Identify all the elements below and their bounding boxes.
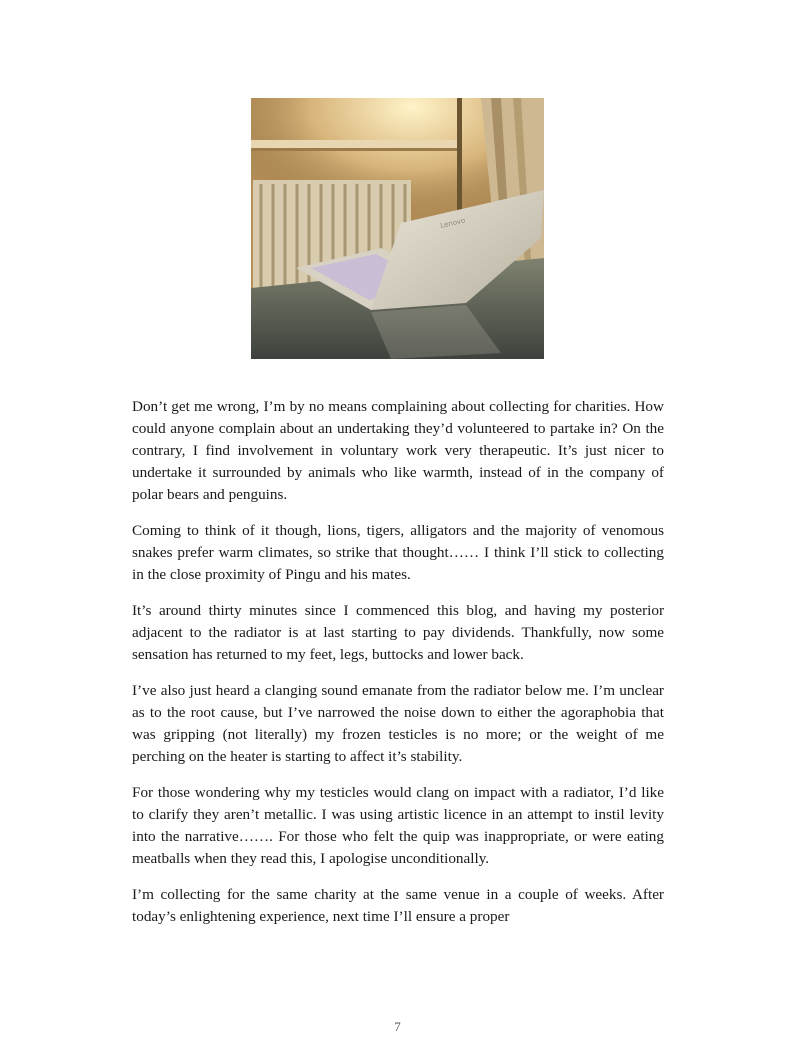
svg-text:Lenovo: Lenovo [439, 216, 467, 230]
laptop-photo-illustration [251, 98, 544, 359]
paragraph: Don’t get me wrong, I’m by no means complaining about collecting for charities. How could anyone complain about an undertaking they’d volunteered to partake in? On the contrary, I find involvement in voluntary work very therapeutic. It’s just nicer to undertake it surrounded by animals who like warmth, instead of in the company of polar bears and penguins. [132, 398, 664, 503]
page-number: 7 [394, 1019, 401, 1034]
paragraph: I’m collecting for the same charity at the same venue in a couple of weeks. After today’s enlightening experience, next time I’ll ensure a proper [132, 886, 664, 925]
paragraph: For those wondering why my testicles would clang on impact with a radiator, I’d like to clarify they aren’t metallic. I was using artistic licence in an attempt to instil levity into the narrative……. For those who felt the quip was inappropriate, or were eating meatballs when they read this, I apologise unconditionally. [132, 784, 664, 867]
paragraph: It’s around thirty minutes since I commenced this blog, and having my posterior adjacent to the radiator is at last starting to pay dividends. Thankfully, now some sensation has returned to my feet, legs, buttocks and lower back. [132, 602, 664, 663]
paragraph: Coming to think of it though, lions, tigers, alligators and the majority of venomous snakes prefer warm climates, so strike that thought…… I think I’ll stick to collecting in the close proximity of Pingu and his mates. [132, 522, 664, 583]
paragraph: I’ve also just heard a clanging sound emanate from the radiator below me. I’m unclear as to the root cause, but I’ve narrowed the noise down to either the agoraphobia that was gripping (not literally) my frozen testicles is no more; or the weight of me perching on the heater is starting to affect it’s stability. [132, 682, 664, 765]
body-text [132, 396, 664, 942]
laptop-photo [251, 98, 544, 359]
